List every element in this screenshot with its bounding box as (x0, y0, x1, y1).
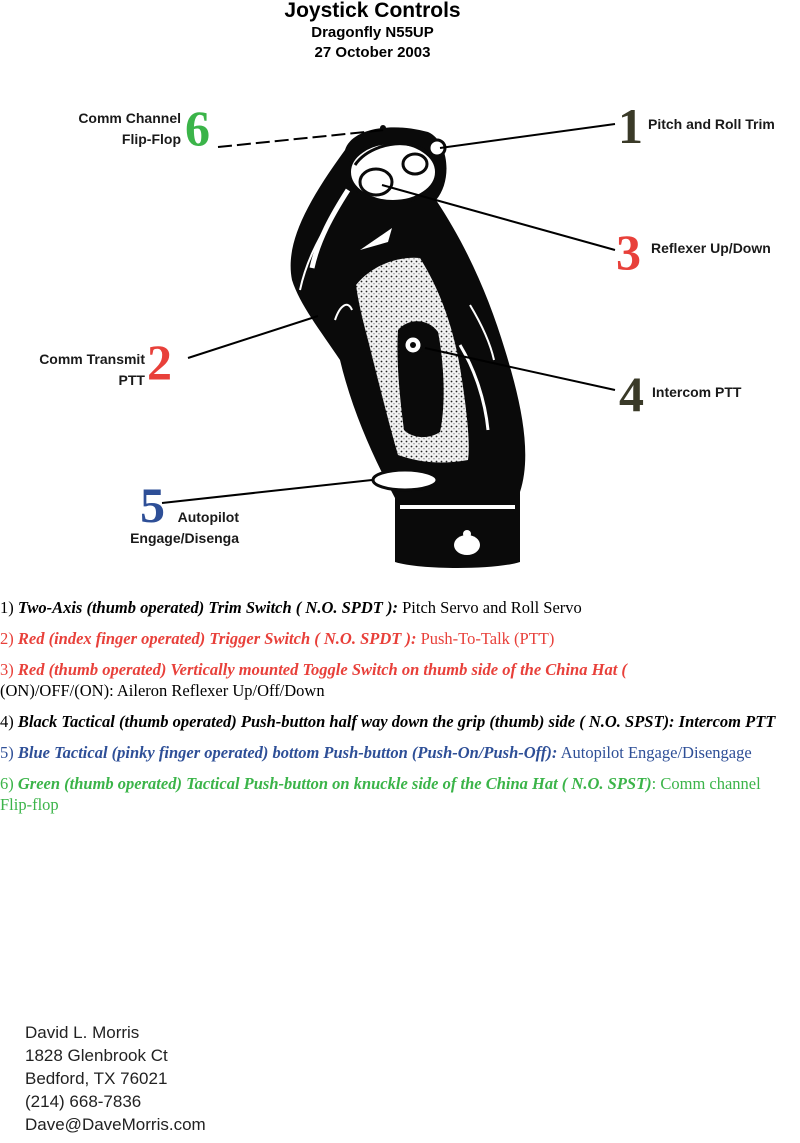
document-date: 27 October 2003 (314, 44, 431, 61)
leader-line-5 (162, 480, 372, 503)
contact-email-link[interactable]: Dave@DaveMorris.com (25, 1115, 206, 1134)
callout-label-autopilot: Autopilot Engage/Disenga (130, 509, 239, 546)
contact-city: Bedford, TX 76021 (25, 1069, 168, 1088)
callout-label-reflexer: Reflexer Up/Down (651, 240, 771, 256)
list-item: 6) Green (thumb operated) Tactical Push-button on knuckle side of the China Hat ( N.O. SPST): Comm channel Flip-flop (0, 774, 761, 814)
list-item: 4) Black Tactical (thumb operated) Push-button half way down the grip (thumb) side ( N.O. SPST): Intercom PTT (0, 712, 776, 731)
callout-label-comm-channel: Comm Channel Flip-Flop (78, 110, 181, 147)
callout-label-intercom-ptt: Intercom PTT (652, 384, 742, 400)
callout-number-4: 4 (619, 366, 644, 422)
aircraft-subtitle: Dragonfly N55UP (311, 24, 434, 41)
list-item: 1) Two-Axis (thumb operated) Trim Switch ( N.O. SPDT ): Pitch Servo and Roll Servo (0, 598, 582, 617)
contact-phone: (214) 668-7836 (25, 1092, 142, 1111)
list-item: 2) Red (index finger operated) Trigger Switch ( N.O. SPDT ): Push-To-Talk (PTT) (0, 629, 555, 648)
page-title: Joystick Controls (284, 0, 461, 22)
list-item: 3) Red (thumb operated) Vertically mounted Toggle Switch on thumb side of the China Hat ( (ON)/OFF/(ON): Aileron Reflexer Up/Off/Down (0, 660, 627, 700)
callout-number-6: 6 (185, 100, 210, 156)
callout-number-2: 2 (147, 334, 172, 390)
switch-description-list (0, 597, 790, 825)
callout-label-comm-transmit: Comm Transmit PTT (39, 351, 145, 388)
leader-line-2 (188, 316, 318, 358)
contact-name: David L. Morris (25, 1023, 140, 1042)
list-item: 5) Blue Tactical (pinky finger operated) bottom Push-button (Push-On/Push-Off): Autopilot Engage/Disengage (0, 743, 752, 762)
callout-number-3: 3 (616, 224, 641, 280)
leader-line-1 (440, 124, 615, 148)
contact-street: 1828 Glenbrook Ct (25, 1046, 168, 1065)
contact-block (25, 1021, 206, 1136)
callout-number-1: 1 (618, 98, 643, 154)
callout-label-pitch-roll-trim: Pitch and Roll Trim (648, 116, 775, 132)
callout-number-5: 5 (140, 477, 165, 533)
